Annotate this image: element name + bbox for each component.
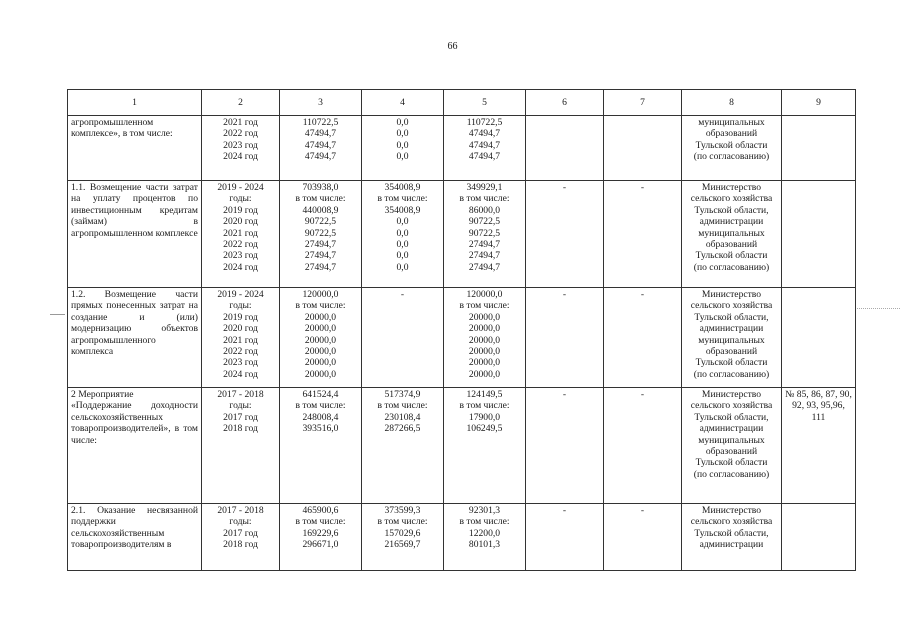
- measure-name-cell: [68, 116, 202, 181]
- cell-line: в том числе:: [459, 300, 510, 312]
- header-cell: 6: [526, 90, 604, 116]
- cell-line: 296671,0: [302, 539, 339, 551]
- indicator-refs-cell: [782, 288, 856, 388]
- cell-line: сельского хозяйства: [690, 516, 773, 528]
- cell-line: 90722,5: [304, 216, 337, 228]
- regional-amount-cell: [444, 181, 526, 288]
- cell-line: 47494,7: [304, 151, 337, 163]
- header-cell: 3: [280, 90, 362, 116]
- cell-line: 393516,0: [302, 423, 339, 435]
- cell-line: сельского хозяйства: [690, 400, 773, 412]
- page-number: 66: [447, 41, 458, 52]
- table-row: [68, 116, 856, 181]
- cell-line: годы:: [229, 400, 252, 412]
- cell-value: -: [640, 289, 645, 300]
- cell-line: 2023 год: [223, 357, 258, 369]
- cell-line: 349929,1: [466, 182, 503, 193]
- table-row: [68, 388, 856, 504]
- indicator-refs-cell: [782, 181, 856, 288]
- cell-line: 0,0: [396, 117, 409, 128]
- cell-line: 2019 год: [223, 311, 258, 323]
- measure-name: «Поддержание доходности сельскохозяйственных товаропроизводителей», в том числе:: [71, 400, 198, 446]
- cell-line: Тульской области: [695, 139, 768, 151]
- cell-line: 2020 год: [223, 323, 258, 335]
- cell-line: 27494,7: [304, 261, 337, 273]
- cell-line: 2024 год: [223, 151, 258, 163]
- cell-line: Тульской области: [695, 457, 768, 469]
- table-row: [68, 288, 856, 388]
- scan-artifact-left: [50, 314, 65, 315]
- cell-line: 20000,0: [468, 368, 501, 380]
- cell-line: 47494,7: [468, 128, 501, 140]
- header-cell: 9: [782, 90, 856, 116]
- cell-line: 20000,0: [468, 357, 501, 369]
- executor-cell: [682, 116, 782, 181]
- period-cell: [202, 504, 280, 571]
- cell-line: муниципальных: [698, 227, 765, 239]
- cell-line: 0,0: [396, 239, 409, 251]
- cell-line: 0,0: [396, 261, 409, 273]
- federal-amount-cell: [362, 388, 444, 504]
- table-row: [68, 181, 856, 288]
- federal-amount-cell: [362, 288, 444, 388]
- cell-line: (по согласованию): [693, 151, 770, 163]
- cell-line: 110722,5: [466, 117, 503, 128]
- total-amount-cell: [280, 181, 362, 288]
- total-amount-cell: [280, 116, 362, 181]
- executor-cell: [682, 504, 782, 571]
- cell-value: -: [562, 289, 567, 300]
- cell-line: 27494,7: [468, 250, 501, 262]
- cell-line: 47494,7: [304, 128, 337, 140]
- cell-line: 90722,5: [304, 227, 337, 239]
- cell-line: 703938,0: [302, 182, 339, 193]
- column-7-cell: [604, 116, 682, 181]
- column-7-cell: [604, 288, 682, 388]
- cell-line: 2018 год: [223, 539, 258, 551]
- cell-line: 27494,7: [468, 261, 501, 273]
- cell-line: администрации: [699, 423, 764, 435]
- executor-cell: [682, 388, 782, 504]
- cell-line: 2022 год: [223, 128, 258, 140]
- column-6-cell: [526, 288, 604, 388]
- cell-line: 2017 год: [223, 527, 258, 539]
- cell-line: 2017 - 2018: [217, 389, 264, 400]
- measure-name-cell: [68, 181, 202, 288]
- cell-value: -: [562, 505, 567, 516]
- cell-line: 20000,0: [468, 346, 501, 358]
- cell-line: в том числе:: [377, 193, 428, 205]
- column-6-cell: [526, 504, 604, 571]
- cell-line: 0,0: [396, 227, 409, 239]
- cell-line: в том числе:: [295, 193, 346, 205]
- cell-line: в том числе:: [459, 193, 510, 205]
- cell-line: 354008,9: [384, 204, 421, 216]
- cell-line: 157029,6: [384, 527, 421, 539]
- cell-line: 80101,3: [468, 539, 501, 551]
- federal-amount-cell: [362, 181, 444, 288]
- cell-line: в том числе:: [295, 300, 346, 312]
- header-cell: 1: [68, 90, 202, 116]
- cell-line: 2021 год: [223, 117, 258, 128]
- cell-line: 287266,5: [384, 423, 421, 435]
- measure-name: 1.2. Возмещение части прямых понесенных затрат на создание и (или) модернизацию объектов агропромышленного комплекса: [71, 289, 198, 358]
- cell-value: -: [640, 182, 645, 193]
- cell-line: администрации: [699, 216, 764, 228]
- cell-line: -: [400, 289, 405, 300]
- cell-line: 120000,0: [466, 289, 503, 300]
- cell-line: 106249,5: [466, 423, 503, 435]
- cell-line: 90722,5: [468, 227, 501, 239]
- measure-name: 2.1. Оказание несвязанной поддержки сельскохозяйственным товаропроизводителям в: [71, 505, 198, 551]
- cell-line: 0,0: [396, 216, 409, 228]
- regional-amount-cell: [444, 504, 526, 571]
- cell-line: в том числе:: [459, 400, 510, 412]
- period-cell: [202, 116, 280, 181]
- cell-line: Тульской области: [695, 357, 768, 369]
- cell-line: 47494,7: [468, 151, 501, 163]
- cell-line: (по согласованию): [693, 261, 770, 273]
- cell-line: 169229,6: [302, 527, 339, 539]
- cell-line: в том числе:: [295, 516, 346, 528]
- cell-line: Тульской области,: [694, 204, 769, 216]
- cell-line: 86000,0: [468, 204, 501, 216]
- measure-name-cell: [68, 288, 202, 388]
- cell-value: -: [562, 182, 567, 193]
- cell-line: 373599,3: [384, 505, 421, 516]
- cell-line: 2021 год: [223, 334, 258, 346]
- cell-line: Министерство: [701, 389, 762, 400]
- cell-line: муниципальных: [698, 434, 765, 446]
- cell-line: 2024 год: [223, 261, 258, 273]
- cell-line: 2019 - 2024: [217, 182, 264, 193]
- cell-line: 2019 год: [223, 204, 258, 216]
- cell-line: 20000,0: [304, 311, 337, 323]
- total-amount-cell: [280, 504, 362, 571]
- measure-name-cell: [68, 504, 202, 571]
- cell-line: образований: [705, 128, 758, 140]
- cell-line: образований: [705, 446, 758, 458]
- cell-line: 20000,0: [304, 323, 337, 335]
- cell-line: 20000,0: [468, 334, 501, 346]
- program-table: [67, 89, 856, 571]
- cell-value: -: [640, 389, 645, 400]
- cell-line: администрации: [699, 323, 764, 335]
- cell-line: 2024 год: [223, 368, 258, 380]
- cell-line: 27494,7: [304, 250, 337, 262]
- cell-line: 2020 год: [223, 216, 258, 228]
- header-cell: 4: [362, 90, 444, 116]
- scan-artifact-right: [855, 308, 900, 309]
- table-row: [68, 504, 856, 571]
- cell-line: Тульской области,: [694, 527, 769, 539]
- cell-line: муниципальных: [698, 117, 765, 128]
- cell-line: 0,0: [396, 151, 409, 163]
- cell-line: 641524,4: [302, 389, 339, 400]
- federal-amount-cell: [362, 116, 444, 181]
- cell-line: 2023 год: [223, 139, 258, 151]
- cell-line: образований: [705, 346, 758, 358]
- indicator-refs-cell: № 85, 86, 87, 90, 92, 93, 95,96, 111: [782, 388, 856, 504]
- federal-amount-cell: [362, 504, 444, 571]
- cell-line: годы:: [229, 516, 252, 528]
- header-cell: 2: [202, 90, 280, 116]
- cell-line: 47494,7: [468, 139, 501, 151]
- cell-line: образований: [705, 239, 758, 251]
- executor-cell: [682, 181, 782, 288]
- regional-amount-cell: [444, 388, 526, 504]
- cell-line: 12200,0: [468, 527, 501, 539]
- column-7-cell: [604, 504, 682, 571]
- cell-line: 2018 год: [223, 423, 258, 435]
- cell-line: 440008,9: [302, 204, 339, 216]
- executor-cell: [682, 288, 782, 388]
- cell-line: 92301,3: [468, 505, 501, 516]
- cell-line: 248008,4: [302, 411, 339, 423]
- cell-line: 20000,0: [468, 323, 501, 335]
- cell-line: 0,0: [396, 128, 409, 140]
- column-6-cell: [526, 388, 604, 504]
- cell-line: администрации: [699, 539, 764, 551]
- cell-line: 230108,4: [384, 411, 421, 423]
- cell-line: Министерство: [701, 182, 762, 193]
- cell-line: в том числе:: [377, 400, 428, 412]
- cell-line: 2017 - 2018: [217, 505, 264, 516]
- regional-amount-cell: [444, 288, 526, 388]
- measure-name: 1.1. Возмещение части затрат на уплату процентов по инвестиционным кредитам (займам) в агропромышленном комплексе: [71, 182, 198, 239]
- cell-line: 27494,7: [304, 239, 337, 251]
- period-cell: [202, 388, 280, 504]
- cell-line: (по согласованию): [693, 368, 770, 380]
- cell-line: годы:: [229, 300, 252, 312]
- cell-line: 110722,5: [302, 117, 339, 128]
- period-cell: [202, 181, 280, 288]
- indicator-refs-cell: [782, 504, 856, 571]
- cell-line: сельского хозяйства: [690, 193, 773, 205]
- column-6-cell: [526, 116, 604, 181]
- period-cell: [202, 288, 280, 388]
- cell-line: Министерство: [701, 505, 762, 516]
- cell-line: в том числе:: [295, 400, 346, 412]
- cell-line: 90722,5: [468, 216, 501, 228]
- cell-line: 124149,5: [466, 389, 503, 400]
- cell-line: 20000,0: [468, 311, 501, 323]
- cell-line: 20000,0: [304, 334, 337, 346]
- measure-name: агропромышленном комплексе», в том числе:: [71, 117, 173, 140]
- cell-line: 20000,0: [304, 346, 337, 358]
- cell-line: 27494,7: [468, 239, 501, 251]
- cell-value: -: [562, 389, 567, 400]
- column-7-cell: [604, 181, 682, 288]
- cell-line: 20000,0: [304, 357, 337, 369]
- regional-amount-cell: [444, 116, 526, 181]
- cell-line: годы:: [229, 193, 252, 205]
- cell-line: в том числе:: [377, 516, 428, 528]
- column-7-cell: [604, 388, 682, 504]
- cell-line: 0,0: [396, 139, 409, 151]
- header-row: [68, 90, 856, 116]
- cell-line: Тульской области: [695, 250, 768, 262]
- cell-line: 17900,0: [468, 411, 501, 423]
- cell-line: 354008,9: [384, 182, 421, 193]
- measure-number: 2 Мероприятие: [71, 389, 134, 400]
- header-cell: 8: [682, 90, 782, 116]
- cell-line: муниципальных: [698, 334, 765, 346]
- cell-line: 120000,0: [302, 289, 339, 300]
- cell-line: 2017 год: [223, 411, 258, 423]
- cell-line: 47494,7: [304, 139, 337, 151]
- cell-line: 2019 - 2024: [217, 289, 264, 300]
- cell-line: 2023 год: [223, 250, 258, 262]
- column-6-cell: [526, 181, 604, 288]
- indicator-refs-cell: [782, 116, 856, 181]
- cell-line: Тульской области,: [694, 311, 769, 323]
- cell-line: Тульской области,: [694, 411, 769, 423]
- cell-line: 216569,7: [384, 539, 421, 551]
- cell-value: -: [640, 505, 645, 516]
- header-cell: 5: [444, 90, 526, 116]
- cell-line: 0,0: [396, 250, 409, 262]
- measure-name-cell: [68, 388, 202, 504]
- cell-line: в том числе:: [459, 516, 510, 528]
- cell-line: Министерство: [701, 289, 762, 300]
- header-cell: 7: [604, 90, 682, 116]
- total-amount-cell: [280, 388, 362, 504]
- cell-line: сельского хозяйства: [690, 300, 773, 312]
- cell-line: 465900,6: [302, 505, 339, 516]
- cell-line: 2021 год: [223, 227, 258, 239]
- total-amount-cell: [280, 288, 362, 388]
- cell-line: 517374,9: [384, 389, 421, 400]
- cell-line: (по согласованию): [693, 468, 770, 480]
- cell-line: 2022 год: [223, 239, 258, 251]
- cell-line: 2022 год: [223, 346, 258, 358]
- cell-line: 20000,0: [304, 368, 337, 380]
